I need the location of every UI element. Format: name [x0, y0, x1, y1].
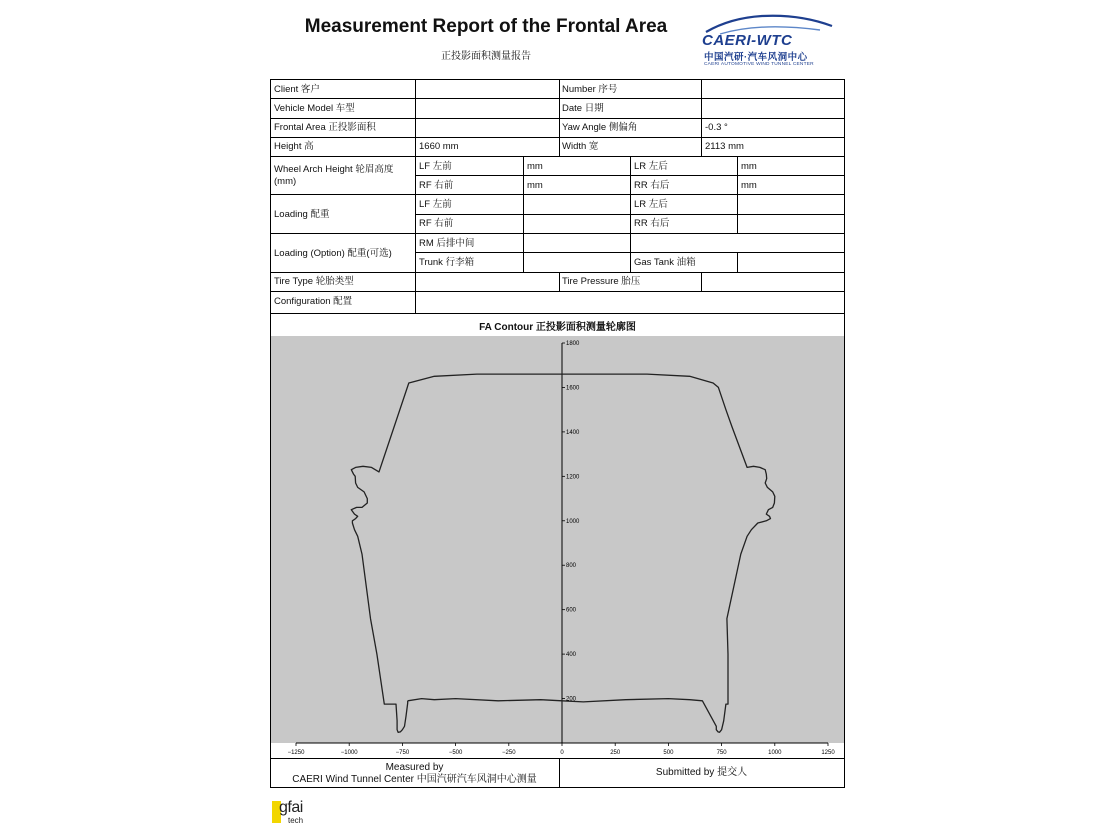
loading-label: Loading 配重 [274, 209, 330, 220]
gas-tank-label: Gas Tank 油箱 [634, 257, 696, 268]
logo-chinese: 中国汽研·汽车风洞中心 [704, 52, 808, 63]
y-tick-label: 200 [566, 696, 577, 703]
caeri-wtc-logo [700, 12, 840, 72]
y-tick-label: 1000 [566, 518, 580, 525]
y-tick-label: 800 [566, 563, 577, 570]
wheel-arch-label-line1: Wheel Arch Height 轮眉高度 [274, 164, 394, 175]
x-tick-label: −500 [448, 750, 463, 756]
wheel-arch-rr-label: RR 右后 [634, 180, 670, 191]
wheel-arch-label-line2: (mm) [274, 176, 297, 187]
x-tick-label: −1250 [287, 750, 305, 756]
wheel-arch-rf-label: RF 右前 [419, 180, 454, 191]
x-tick-label: −250 [502, 750, 516, 756]
frontal-area-label: Frontal Area 正投影面积 [274, 122, 376, 133]
measured-by-line1: Measured by [385, 762, 444, 773]
loading-rf-label: RF 右前 [419, 218, 454, 229]
date-label: Date 日期 [562, 103, 604, 114]
x-tick-label: 250 [610, 750, 621, 756]
fa-contour-chart [271, 336, 844, 759]
loading-rr-label: RR 右后 [634, 218, 670, 229]
wheel-arch-lf-unit: mm [527, 161, 543, 172]
configuration-label: Configuration 配置 [274, 296, 353, 307]
logo-brand: CAERI-WTC [702, 32, 793, 49]
client-label: Client 客户 [274, 84, 320, 95]
report-sheet [270, 79, 845, 788]
x-tick-label: 750 [716, 750, 727, 756]
x-tick-label: 1250 [821, 750, 835, 756]
y-tick-label: 400 [566, 652, 577, 659]
gfai-sub: tech [288, 816, 304, 825]
tire-type-label: Tire Type 轮胎类型 [274, 276, 354, 287]
gfai-name: gfai [279, 799, 303, 816]
wheel-arch-label [271, 164, 415, 188]
x-tick-label: 1000 [768, 750, 782, 756]
wheel-arch-rf-unit: mm [527, 180, 543, 191]
yaw-angle-label: Yaw Angle 侧偏角 [562, 122, 638, 133]
x-tick-label: −1000 [340, 750, 358, 756]
submitted-by: Submitted by 提交人 [655, 767, 748, 778]
plot-background [271, 336, 844, 743]
wheel-arch-lr-unit: mm [741, 161, 757, 172]
vehicle-model-label: Vehicle Model 车型 [274, 103, 355, 114]
y-tick-label: 600 [566, 607, 577, 614]
x-tick-label: −750 [395, 750, 410, 756]
loading-option-label: Loading (Option) 配重(可选) [274, 248, 392, 259]
number-label: Number 序号 [562, 84, 618, 95]
report-subtitle: 正投影面积测量报告 [441, 51, 531, 62]
width-label: Width 宽 [562, 141, 599, 152]
y-tick-label: 1400 [566, 429, 580, 436]
logo-english: CAERI AUTOMOTIVE WIND TUNNEL CENTER [704, 62, 814, 67]
height-value: 1660 mm [419, 141, 459, 152]
loading-lr-label: LR 左后 [634, 199, 668, 210]
wheel-arch-rr-unit: mm [741, 180, 757, 191]
wheel-arch-lf-label: LF 左前 [419, 161, 452, 172]
tire-pressure-label: Tire Pressure 胎压 [562, 276, 641, 287]
measured-by [271, 762, 558, 786]
y-tick-label: 1800 [566, 341, 580, 347]
width-value: 2113 mm [705, 141, 744, 152]
contour-title: FA Contour 正投影面积测量轮廓图 [479, 322, 636, 333]
x-tick-label: 500 [663, 750, 674, 756]
yaw-angle-value: -0.3 ° [705, 122, 728, 133]
wheel-arch-lr-label: LR 左后 [634, 161, 668, 172]
rm-label: RM 后排中间 [419, 238, 475, 249]
report-title: Measurement Report of the Frontal Area [304, 16, 668, 37]
y-tick-label: 1600 [566, 385, 580, 392]
trunk-label: Trunk 行李箱 [419, 257, 475, 268]
height-label: Height 高 [274, 141, 314, 152]
measured-by-line2: CAERI Wind Tunnel Center 中国汽研汽车风洞中心测量 [292, 774, 537, 785]
x-tick-label: 0 [560, 750, 564, 756]
loading-lf-label: LF 左前 [419, 199, 452, 210]
y-tick-label: 1200 [566, 474, 580, 481]
